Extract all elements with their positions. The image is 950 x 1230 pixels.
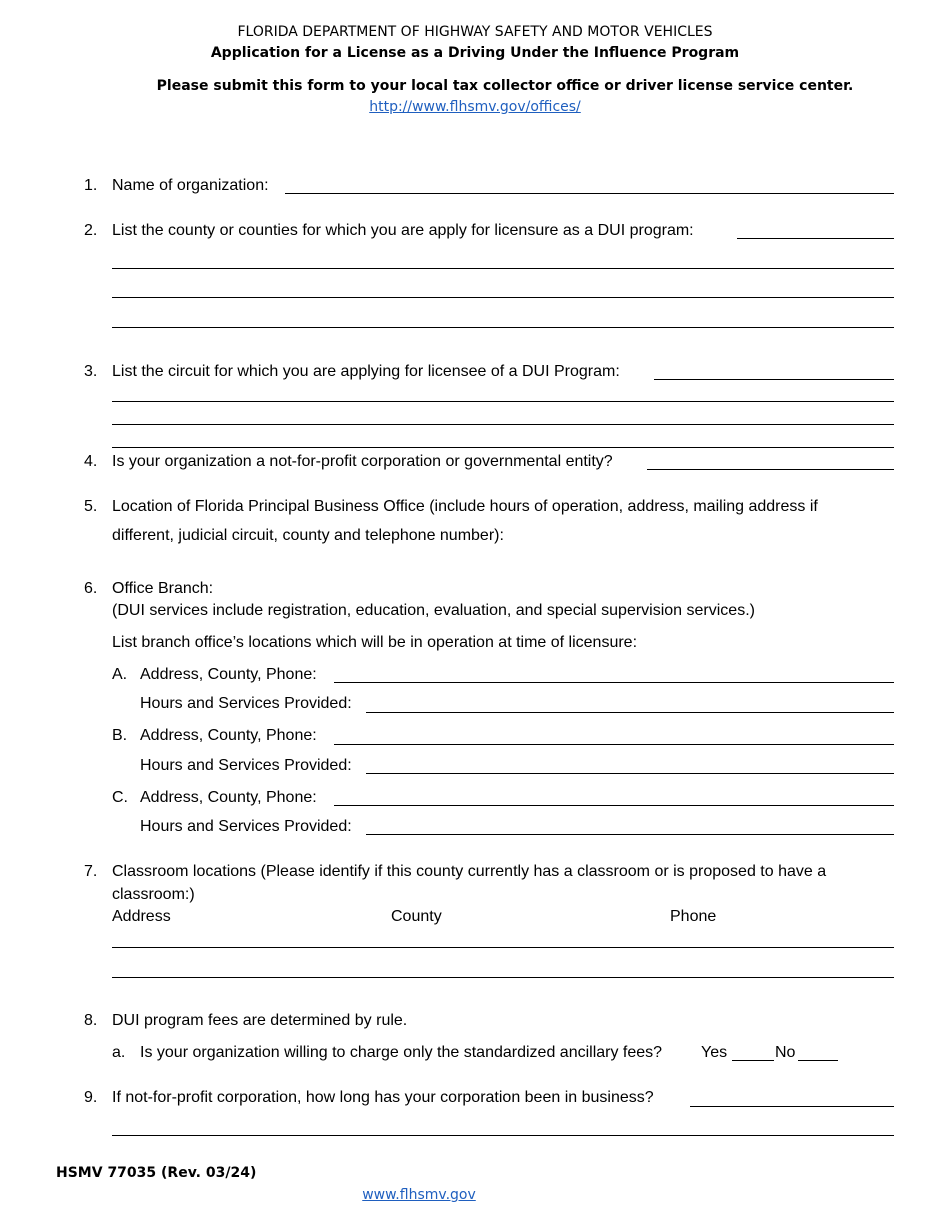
branch-c-hours-label: Hours and Services Provided: bbox=[140, 818, 352, 835]
q2-number: 2. bbox=[84, 222, 98, 239]
form-title: Application for a License as a Driving Under the Influence Program bbox=[210, 45, 740, 61]
q2-counties-line-3[interactable] bbox=[112, 297, 894, 298]
q8a-yes-field[interactable] bbox=[732, 1060, 774, 1061]
q3-number: 3. bbox=[84, 363, 98, 380]
q2-counties-line-2[interactable] bbox=[112, 268, 894, 269]
q7-label-line-1: Classroom locations (Please identify if this county currently has a classroom or is proposed to have a bbox=[112, 863, 827, 880]
q8-label: DUI program fees are determined by rule. bbox=[112, 1012, 408, 1029]
form-id: HSMV 77035 (Rev. 03/24) bbox=[56, 1165, 257, 1181]
branch-c-address-field[interactable] bbox=[334, 805, 894, 806]
q1-number: 1. bbox=[84, 177, 98, 194]
branch-a-address-field[interactable] bbox=[334, 682, 894, 683]
q6-number: 6. bbox=[84, 580, 98, 597]
q3-circuit-line-3[interactable] bbox=[112, 424, 894, 425]
q6-title: Office Branch: bbox=[112, 580, 214, 597]
q1-organization-name-field[interactable] bbox=[285, 193, 894, 194]
branch-a-hours-label: Hours and Services Provided: bbox=[140, 695, 352, 712]
q8a-yes-label: Yes bbox=[701, 1044, 728, 1061]
website-link[interactable]: www.flhsmv.gov bbox=[362, 1187, 476, 1203]
q5-number: 5. bbox=[84, 498, 98, 515]
q6-intro: List branch office’s locations which will be in operation at time of licensure: bbox=[112, 634, 638, 651]
q9-label: If not-for-profit corporation, how long has your corporation been in business? bbox=[112, 1089, 654, 1106]
q7-number: 7. bbox=[84, 863, 98, 880]
branch-c-letter: C. bbox=[112, 789, 128, 806]
q9-number: 9. bbox=[84, 1089, 98, 1106]
q7-col-address: Address bbox=[112, 908, 171, 925]
q9-years-line-2[interactable] bbox=[112, 1135, 894, 1136]
q8a-letter: a. bbox=[112, 1044, 126, 1061]
q1-label: Name of organization: bbox=[112, 177, 269, 194]
q4-nonprofit-field[interactable] bbox=[647, 469, 894, 470]
q4-number: 4. bbox=[84, 453, 98, 470]
q5-label-line-2: different, judicial circuit, county and telephone number): bbox=[112, 527, 504, 544]
q6-note: (DUI services include registration, education, evaluation, and special supervision services.) bbox=[112, 602, 755, 619]
q7-label-line-2: classroom:) bbox=[112, 886, 195, 903]
q3-circuit-line-2[interactable] bbox=[112, 401, 894, 402]
branch-b-hours-field[interactable] bbox=[366, 773, 894, 774]
offices-link[interactable]: http://www.flhsmv.gov/offices/ bbox=[369, 99, 581, 115]
q7-classroom-line-2[interactable] bbox=[112, 977, 894, 978]
q7-classroom-line-1[interactable] bbox=[112, 947, 894, 948]
q9-years-field[interactable] bbox=[690, 1106, 894, 1107]
q7-col-phone: Phone bbox=[670, 908, 717, 925]
branch-b-address-field[interactable] bbox=[334, 744, 894, 745]
agency-name: FLORIDA DEPARTMENT OF HIGHWAY SAFETY AND MOTOR VEHICLES bbox=[237, 24, 713, 40]
q8a-no-field[interactable] bbox=[798, 1060, 838, 1061]
branch-b-address-label: Address, County, Phone: bbox=[140, 727, 317, 744]
branch-c-hours-field[interactable] bbox=[366, 834, 894, 835]
q3-circuit-line-4[interactable] bbox=[112, 447, 894, 448]
q2-counties-line-4[interactable] bbox=[112, 327, 894, 328]
branch-a-hours-field[interactable] bbox=[366, 712, 894, 713]
q8-number: 8. bbox=[84, 1012, 98, 1029]
branch-c-address-label: Address, County, Phone: bbox=[140, 789, 317, 806]
q3-circuit-field[interactable] bbox=[654, 379, 894, 380]
branch-b-letter: B. bbox=[112, 727, 128, 744]
q3-label: List the circuit for which you are applying for licensee of a DUI Program: bbox=[112, 363, 620, 380]
q5-label-line-1: Location of Florida Principal Business Office (include hours of operation, address, mailing address if bbox=[112, 498, 818, 515]
q7-col-county: County bbox=[391, 908, 442, 925]
q2-label: List the county or counties for which you are apply for licensure as a DUI program: bbox=[112, 222, 694, 239]
branch-a-address-label: Address, County, Phone: bbox=[140, 666, 317, 683]
q2-counties-field[interactable] bbox=[737, 238, 894, 239]
branch-b-hours-label: Hours and Services Provided: bbox=[140, 757, 352, 774]
q8a-label: Is your organization willing to charge only the standardized ancillary fees? bbox=[140, 1044, 663, 1061]
q4-label: Is your organization a not-for-profit corporation or governmental entity? bbox=[112, 453, 613, 470]
submit-instruction: Please submit this form to your local tax collector office or driver license service center. bbox=[156, 78, 854, 94]
branch-a-letter: A. bbox=[112, 666, 128, 683]
q8a-no-label: No bbox=[775, 1044, 796, 1061]
